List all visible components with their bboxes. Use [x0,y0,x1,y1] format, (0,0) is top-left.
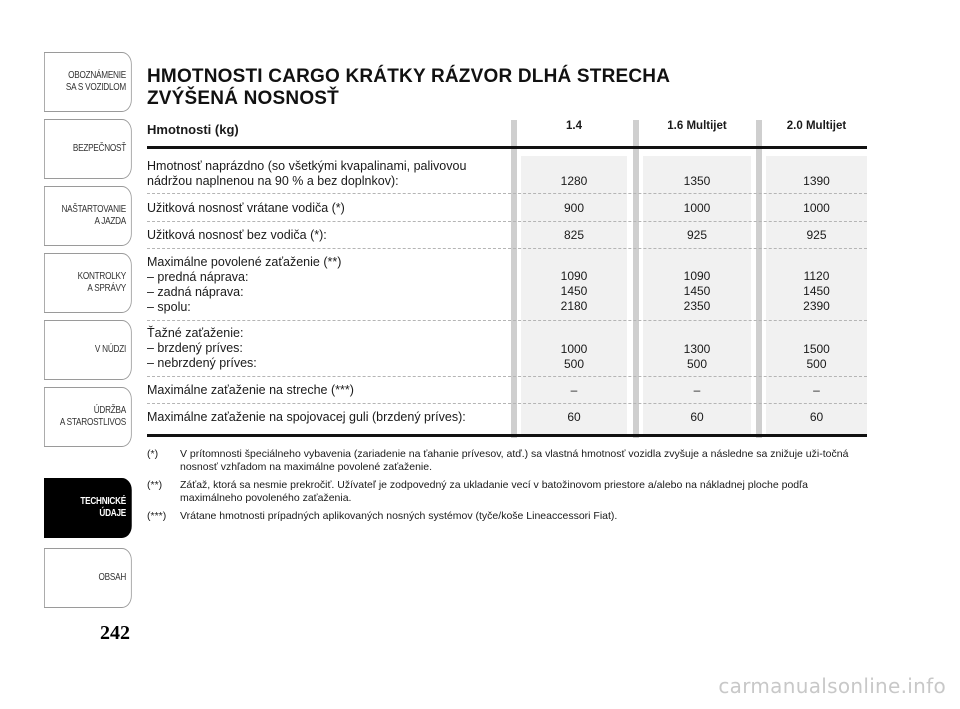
table-cell: 1120 1450 2390 [803,269,830,313]
tab-bezpecnost[interactable] [44,119,132,179]
table-cell: 1350 [683,174,711,188]
row-divider [147,221,867,222]
table-header-label: Hmotnosti (kg) [147,122,239,137]
table-header-rule [147,146,867,149]
tab-kontrolky[interactable] [44,253,132,313]
column-divider [511,120,517,438]
tab-label: V NÚDZI [94,344,126,355]
tab-obsah[interactable] [44,548,132,608]
table-bottom-rule [147,434,867,437]
footnote [147,448,867,474]
row-divider [147,193,867,194]
footnote-text: V prítomnosti špeciálneho vybavenia (zariadenie na ťahanie prívesov, atď.) sa vlastná hmotnosť vozidla zvyšuje a následne sa znižuje uži-točná nosnosť vzhľadom na maximálne povolené zaťaženie. [180,448,849,473]
tab-udrzba[interactable] [44,387,132,447]
table-row-label: Užitková nosnosť vrátane vodiča (*) [147,201,345,215]
row-divider [147,403,867,404]
table-row-label: Maximálne zaťaženie na spojovacej guli (brzdený príves): [147,410,466,424]
tab-oboznamenie[interactable] [44,52,132,112]
row-divider [147,376,867,377]
column-divider [633,120,639,438]
table-cell: 1000 500 [560,342,588,371]
table-cell: 1090 1450 2350 [683,269,711,313]
column-divider [756,120,762,438]
table-cell: 60 [690,410,704,424]
tab-label: OBOZNÁMENIE SA S VOZIDLOM [65,70,126,93]
page-title [147,66,867,110]
footnote-mark: (***) [147,510,167,522]
tab-technicke-udaje[interactable] [44,478,132,538]
footnote-text: Záťaž, ktorá sa nesmie prekročiť. Užívateľ je zodpovedný za ukladanie vecí v batožinovom priestore a/alebo na nákladnej ploche podľa maximálneho povoleného zaťaženia. [180,479,809,504]
table-cell: 900 [563,201,585,215]
page-title-line2: ZVÝŠENÁ NOSNOSŤ [147,88,339,109]
tab-v-nudzi[interactable] [44,320,132,380]
table-row-label: Maximálne zaťaženie na streche (***) [147,383,354,397]
table-cell: 60 [567,410,581,424]
footnote [147,510,867,523]
page-title-line1: HMOTNOSTI CARGO KRÁTKY RÁZVOR DLHÁ STRECHA [147,66,671,87]
table-cell: 1280 [560,174,588,188]
table-row-label: Maximálne povolené zaťaženie (**) – predná náprava: – zadná náprava: – spolu: [147,255,342,314]
footnote-mark: (**) [147,479,163,491]
table-cell: 1500 500 [803,342,830,371]
row-divider [147,320,867,321]
tab-label: ÚDRŽBA A STAROSTLIVOS [59,405,126,428]
page-number: 242 [100,622,130,644]
footnote-text: Vrátane hmotnosti prípadných aplikovaných nosných systémov (tyče/koše Lineaccessori Fiat). [180,510,618,522]
table-cell: 1000 [803,201,830,215]
table-cell: 825 [563,228,585,242]
footnotes [147,448,867,528]
tab-label: NAŠTARTOVANIE A JAZDA [61,204,126,227]
table-cell: 1390 [803,174,830,188]
table-row-label: Hmotnosť naprázdno (so všetkými kvapalinami, palivovou nádržou naplnenou na 90 % a bez doplnkov): [147,159,467,188]
footnote [147,479,867,505]
table-cell: 925 [806,228,827,242]
table-row-label: Ťažné zaťaženie: – brzdený príves: – nebrzdený príves: [147,326,257,370]
table-cell: 1000 [683,201,711,215]
footnote-mark: (*) [147,448,159,460]
weights-table [147,118,867,440]
tab-label: TECHNICKÉ ÚDAJE [80,496,126,519]
tab-label: OBSAH [98,572,126,583]
tab-label: KONTROLKY A SPRÁVY [77,271,126,294]
table-cell: – [570,383,578,397]
table-cell: 1300 500 [683,342,711,371]
column-header: 2.0 Multijet [786,120,847,132]
table-cell: 1090 1450 2180 [560,269,588,313]
table-row-label: Užitková nosnosť bez vodiča (*): [147,228,327,242]
column-header: 1.6 Multijet [667,120,727,132]
table-cell: – [813,383,820,397]
tab-nastartovanie[interactable] [44,186,132,246]
watermark: carmanualsonline.info [718,674,946,698]
column-header: 1.4 [566,120,582,132]
tab-label: BEZPEČNOSŤ [72,143,126,154]
row-divider [147,248,867,249]
table-cell: 60 [809,410,824,424]
table-cell: 925 [686,228,708,242]
table-cell: – [693,383,701,397]
